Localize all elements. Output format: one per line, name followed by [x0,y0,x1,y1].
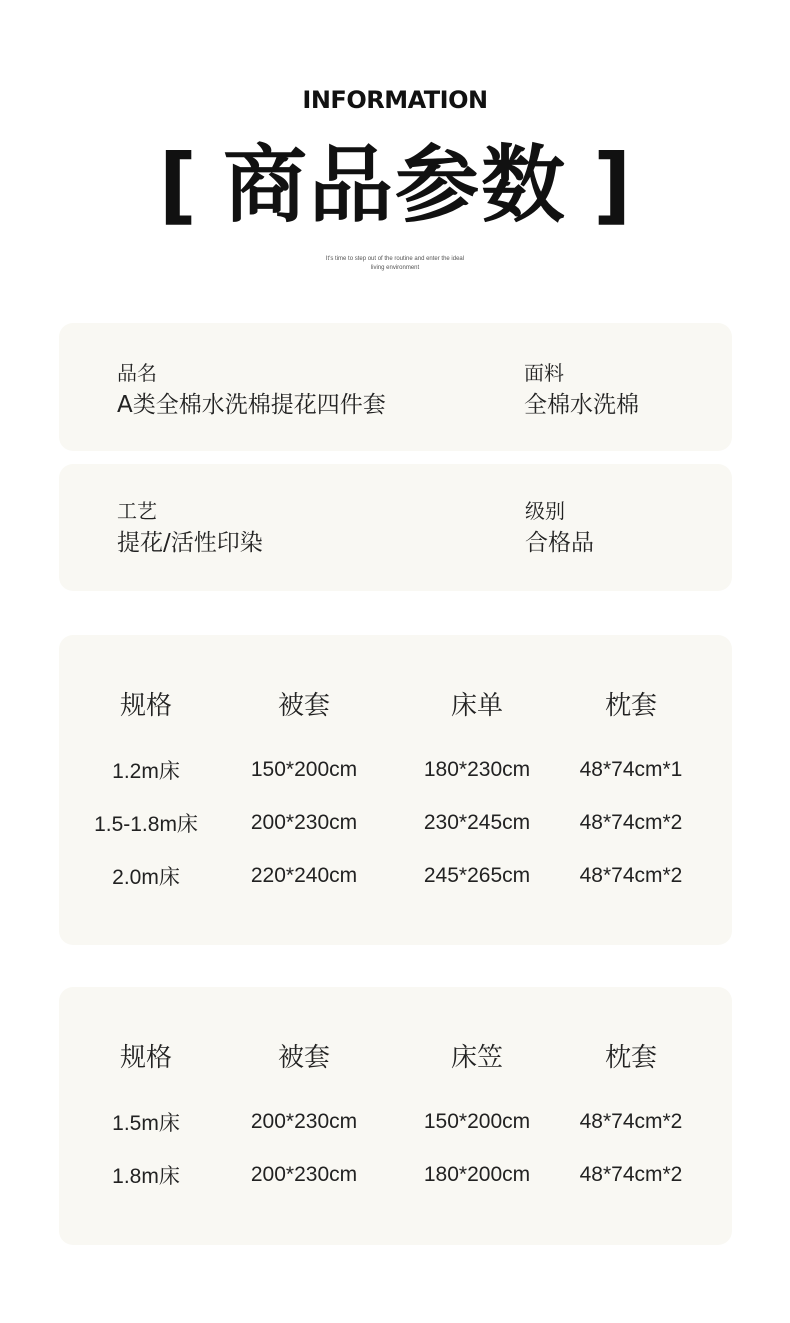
size-table-card-2 [59,987,732,1245]
grade-field [525,498,594,558]
table-row [59,796,683,849]
table-cell: 48*74cm*2 [579,1162,683,1186]
column-header: 规格 [119,1042,172,1073]
table-row [59,743,683,796]
table-cell: 1.5m床 [112,1111,180,1135]
table-cell: 1.8m床 [112,1164,180,1188]
table-cell: 200*230cm [250,1109,358,1133]
size-table-2 [59,1027,683,1201]
table-cell: 200*230cm [250,810,358,834]
craft-value: 提花/活性印染 [117,530,263,556]
page-title [0,135,790,235]
craft-field [117,498,263,558]
table-cell: 1.5-1.8m床 [94,812,198,836]
column-header: 被套 [277,1042,330,1073]
table-cell: 48*74cm*2 [579,1109,683,1133]
left-bracket: [ [158,136,197,234]
fabric-value: 全棉水洗棉 [524,392,639,418]
size-table-card-1 [59,635,732,945]
column-header: 枕套 [604,1042,657,1073]
table-cell: 48*74cm*1 [579,757,683,781]
craft-label: 工艺 [117,499,157,523]
info-card-name-fabric [59,323,732,451]
fabric-field [524,360,639,420]
table-cell: 180*200cm [423,1162,531,1186]
tagline-line-2: living environment [370,265,420,271]
product-params-title: 商品参数 [222,136,567,234]
table-cell: 220*240cm [250,863,358,887]
table-row [59,849,683,902]
table-header-row [59,1027,683,1083]
table-row [59,1095,683,1148]
grade-value: 合格品 [525,530,594,556]
tagline-line-1: It's time to step out of the routine and enter the ideal [325,256,465,262]
column-header: 枕套 [604,690,657,721]
table-cell: 230*245cm [423,810,531,834]
table-cell: 200*230cm [250,1162,358,1186]
fabric-label: 面料 [524,361,564,385]
product-name-field [117,360,386,420]
table-row [59,1148,683,1201]
tagline [0,255,790,273]
column-header: 规格 [119,690,172,721]
product-name-value: A类全棉水洗棉提花四件套 [117,392,386,418]
grade-label: 级别 [525,499,565,523]
info-card-craft-grade [59,464,732,591]
table-cell: 245*265cm [423,863,531,887]
information-heading: INFORMATION [302,86,488,114]
table-cell: 48*74cm*2 [579,810,683,834]
table-cell: 150*200cm [250,757,358,781]
size-table-1 [59,675,683,902]
column-header: 床笠 [450,1042,503,1073]
product-name-label: 品名 [117,361,157,385]
table-cell: 150*200cm [423,1109,531,1133]
column-header: 床单 [450,690,503,721]
table-cell: 2.0m床 [112,865,180,889]
table-cell: 48*74cm*2 [579,863,683,887]
table-cell: 180*230cm [423,757,531,781]
column-header: 被套 [277,690,330,721]
right-bracket: ] [593,136,632,234]
table-header-row [59,675,683,731]
table-cell: 1.2m床 [112,759,180,783]
